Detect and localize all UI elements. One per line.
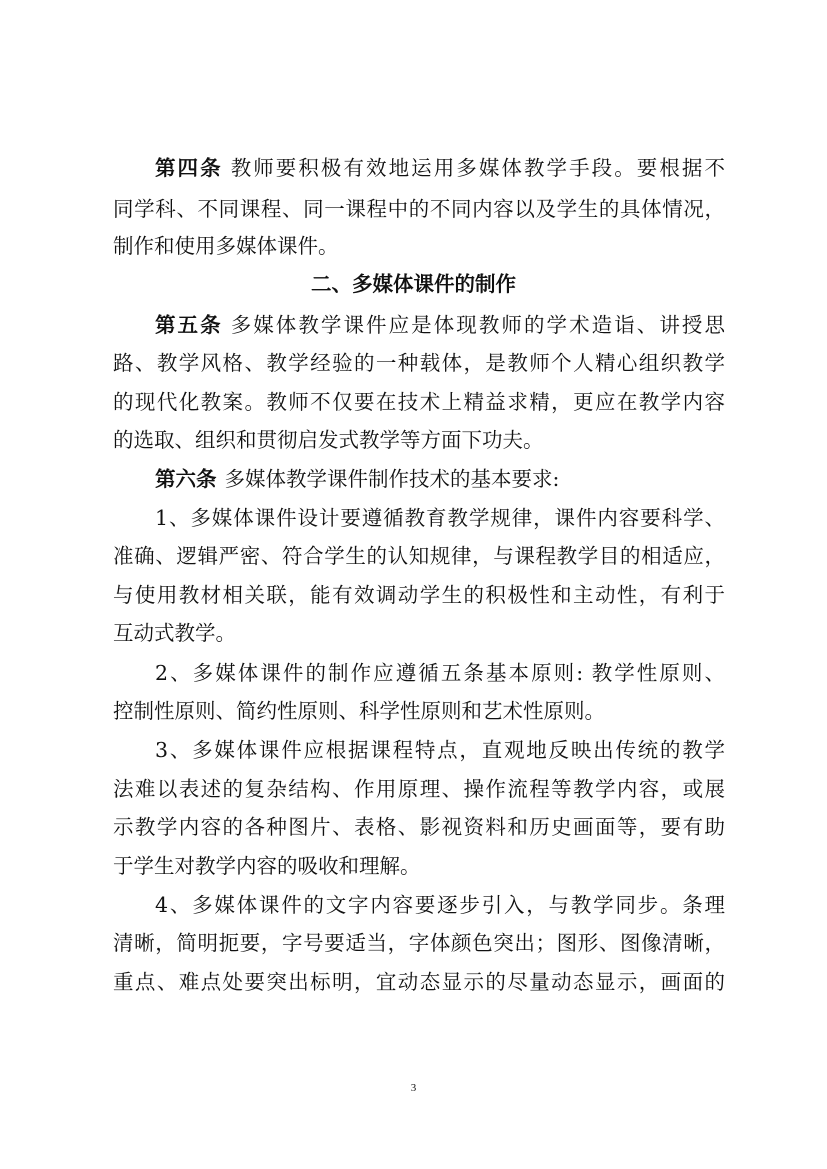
article-4-text: 教师要积极有效地运用多媒体教学手段。要根据不 bbox=[230, 156, 725, 180]
article-6-label: 第六条 bbox=[155, 467, 217, 491]
item-1-line-2: 准确、逻辑严密、符合学生的认知规律，与课程教学目的相适应， bbox=[113, 544, 725, 568]
item-3-line-3: 示教学内容的各种图片、表格、影视资料和历史画面等，要有助 bbox=[113, 815, 725, 839]
item-4-line-1: 4、多媒体课件的文字内容要逐步引入，与教学同步。条理 bbox=[155, 893, 725, 917]
item-3-line-2: 法难以表述的复杂结构、作用原理、操作流程等教学内容，或展 bbox=[113, 777, 725, 801]
section-heading: 二、多媒体课件的制作 bbox=[311, 272, 516, 296]
item-1-line-4: 互动式教学。 bbox=[113, 621, 236, 645]
item-4-line-2: 清晰，简明扼要，字号要适当，字体颜色突出；图形、图像清晰， bbox=[113, 931, 725, 955]
article-5-line-3: 的现代化教案。教师不仅要在技术上精益求精，更应在教学内容 bbox=[113, 390, 725, 414]
article-4-line-3: 制作和使用多媒体课件。 bbox=[113, 234, 339, 258]
article-5-text: 多媒体教学课件应是体现教师的学术造诣、讲授思 bbox=[230, 313, 725, 337]
article-5-label: 第五条 bbox=[155, 313, 223, 337]
item-2-line-2: 控制性原则、简约性原则、科学性原则和艺术性原则。 bbox=[113, 699, 605, 723]
item-3-line-1: 3、多媒体课件应根据课程特点，直观地反映出传统的教学 bbox=[155, 738, 725, 762]
article-4-line-1 bbox=[155, 151, 725, 185]
article-5-line-1 bbox=[155, 308, 725, 342]
item-3-line-4: 于学生对教学内容的吸收和理解。 bbox=[113, 854, 421, 878]
item-1-line-3: 与使用教材相关联，能有效调动学生的积极性和主动性，有利于 bbox=[113, 583, 725, 607]
article-5-line-2: 路、教学风格、教学经验的一种载体，是教师个人精心组织教学 bbox=[113, 351, 725, 375]
item-4-line-3: 重点、难点处要突出标明，宜动态显示的尽量动态显示，画面的 bbox=[113, 970, 725, 994]
article-6-intro: 多媒体教学课件制作技术的基本要求: bbox=[224, 467, 560, 491]
article-4-line-2: 同学科、不同课程、同一课程中的不同内容以及学生的具体情况， bbox=[113, 197, 725, 221]
article-4-label: 第四条 bbox=[155, 156, 223, 180]
item-2-line-1: 2、多媒体课件的制作应遵循五条基本原则: 教学性原则、 bbox=[155, 661, 725, 685]
article-6-line-1 bbox=[155, 462, 725, 496]
item-1-line-1: 1、多媒体课件设计要遵循教育教学规律，课件内容要科学、 bbox=[155, 506, 725, 530]
article-5-line-4: 的选取、组织和贯彻启发式教学等方面下功夫。 bbox=[113, 428, 544, 452]
page-number: 3 bbox=[410, 1082, 417, 1094]
